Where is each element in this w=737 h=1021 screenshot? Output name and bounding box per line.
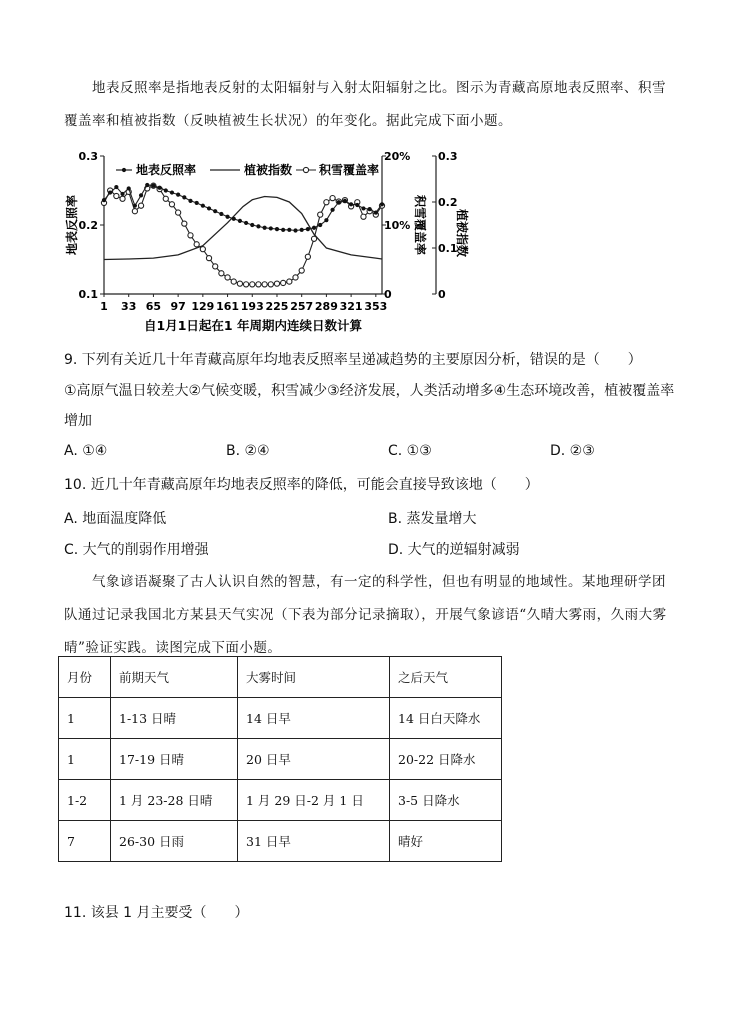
tick-label: 129 [191,300,215,313]
legend-albedo-label: 地表反照率 [136,163,197,177]
albedo-point [201,204,205,208]
table-cell: 1 [59,739,111,780]
snow-cover-point [213,264,218,269]
snow-cover-point [169,202,174,207]
albedo-point [213,209,217,213]
table-row [59,780,502,821]
albedo-point [176,193,180,197]
tick-label: 33 [121,300,137,313]
albedo-point [300,228,304,232]
tick-label: 10% [384,219,411,232]
albedo-point [127,186,131,190]
series-vegetation-index [104,197,382,260]
albedo-point [374,210,378,214]
snow-cover-point [114,193,119,198]
tick-label: 193 [240,300,264,313]
albedo-point [219,212,223,216]
vegetation-axis-label: 植被指数 [455,208,469,258]
table-cell: 1-13 日晴 [111,698,238,739]
tick-label: 0.3 [438,150,458,163]
albedo-point [207,206,211,210]
tick-label: 0 [438,288,446,301]
albedo-point [269,226,273,230]
table-row [59,739,502,780]
albedo-point [139,193,143,197]
snow-cover-point [138,203,143,208]
albedo-chart [64,148,469,338]
q10-option-d[interactable]: D. 大气的逆辐射减弱 [388,542,520,558]
snow-cover-point [132,209,137,214]
tick-label: 257 [290,300,314,313]
vegetation-index-line [104,197,382,260]
tick-label: 97 [170,300,186,313]
question-10-stem: 10. 近几十年青藏高原年均地表反照率的降低，可能会直接导致该地（ ） [64,477,539,493]
legend-albedo-marker [122,168,126,172]
question-9-statements: ①高原气温日较差大②气候变暖，积雪减少③经济发展，人类活动增多④生态环境改善，植被覆盖率增加 [64,383,675,429]
question-9-stem: 9. 下列有关近几十年青藏高原年均地表反照率呈递减趋势的主要原因分析，错误的是（ ） [64,352,642,368]
albedo-point [225,215,229,219]
albedo-point [312,226,316,230]
tick-label: 321 [339,300,363,313]
table-cell: 晴好 [390,821,502,862]
question-11-stem: 11. 该县 1 月主要受（ ） [64,905,249,921]
snow-cover-point [225,275,230,280]
left-axis-label: 地表反照率 [65,194,79,256]
albedo-point [232,217,236,221]
albedo-point [343,199,347,203]
q9-option-b[interactable]: B. ②④ [226,443,270,459]
albedo-point [368,207,372,211]
snow-cover-point [188,233,193,238]
legend-snow-marker [303,167,308,172]
left-axis-ticks [79,150,105,301]
snow-cover-point [268,282,273,287]
tick-label: 161 [216,300,240,313]
table-cell: 31 日早 [238,821,390,862]
table-cell: 17-19 日晴 [111,739,238,780]
albedo-point [380,202,384,206]
albedo-point [108,190,112,194]
tick-label: 1 [100,300,108,313]
tick-label: 0.1 [78,288,98,301]
albedo-point [195,201,199,205]
snow-cover-point [274,281,279,286]
snow-cover-point [200,247,205,252]
legend-vegetation-label: 植被指数 [244,163,293,177]
table-cell: 20-22 日降水 [390,739,502,780]
albedo-point [318,223,322,227]
albedo-point [114,185,118,189]
snow-cover-point [293,275,298,280]
albedo-point [133,204,137,208]
snow-cover-point [237,281,242,286]
table-header-cell: 大雾时间 [238,657,390,698]
snow-cover-point [231,279,236,284]
albedo-point [293,228,297,232]
table-cell: 1 [59,698,111,739]
albedo-point [355,203,359,207]
albedo-point [263,226,267,230]
series-snow-cover [101,183,384,287]
albedo-point [158,186,162,190]
snow-cover-point [361,214,366,219]
snow-cover-point [324,200,329,205]
tick-label: 20% [384,150,411,163]
legend-snow-label: 积雪覆盖率 [319,163,380,177]
q9-option-c[interactable]: C. ①③ [388,443,432,459]
tick-label: 0.3 [78,150,98,163]
snow-cover-point [305,254,310,259]
snow-cover-point [299,268,304,273]
table-cell: 14 日白天降水 [390,698,502,739]
table-header-cell: 前期天气 [111,657,238,698]
snow-cover-point [250,282,255,287]
snow-cover-point [206,256,211,261]
albedo-point [324,218,328,222]
albedo-point [281,228,285,232]
albedo-point [102,198,106,202]
snow-cover-point [120,196,125,201]
passage-weather-proverb: 气象谚语凝聚了古人认识自然的智慧，有一定的科学性，但也有明显的地域性。某地理研学团队通过记录我国北方某县天气实况（下表为部分记录摘取），开展气象谚语“久晴大雾雨，久雨大雾晴”验证实践。读图完成下面小题。 [64,574,667,656]
tick-label: 353 [364,300,388,313]
snow-cover-point [243,282,248,287]
snow-axis-label: 积雪覆盖率 [413,194,427,256]
table-cell: 14 日早 [238,698,390,739]
albedo-point [244,221,248,225]
albedo-point [287,228,291,232]
chart-legend [116,162,379,177]
snow-cover-point [194,242,199,247]
table-cell: 1 月 29 日-2 月 1 日 [238,780,390,821]
table-cell: 1 月 23-28 日晴 [111,780,238,821]
q10-option-c[interactable]: C. 大气的削弱作用增强 [64,542,209,558]
albedo-point [361,206,365,210]
table-row [59,698,502,739]
albedo-point [188,199,192,203]
tick-label: 0.1 [438,242,458,255]
tick-label: 0.2 [438,196,458,209]
weather-record-table [58,656,502,862]
table-header-cell: 之后天气 [390,657,502,698]
albedo-point [337,200,341,204]
albedo-point [306,227,310,231]
snow-cover-point [163,196,168,201]
albedo-point [164,188,168,192]
tick-label: 0.2 [78,219,98,232]
snow-cover-point [176,210,181,215]
table-row [59,821,502,862]
tick-label: 0 [384,288,392,301]
snow-cover-point [287,279,292,284]
albedo-point [120,192,124,196]
snow-cover-point [256,282,261,287]
albedo-point [182,195,186,199]
albedo-point [151,184,155,188]
albedo-point [349,202,353,206]
table-cell: 26-30 日雨 [111,821,238,862]
snow-cover-point [182,221,187,226]
albedo-point [256,224,260,228]
q9-option-a[interactable]: A. ①④ [64,443,108,459]
snow-cover-point [311,236,316,241]
series-albedo [102,183,384,233]
x-axis-ticks [100,294,387,313]
albedo-point [145,183,149,187]
albedo-point [170,190,174,194]
tick-label: 289 [314,300,338,313]
snow-cover-point [219,271,224,276]
tick-label: 225 [265,300,289,313]
snow-axis-ticks [382,150,410,301]
q10-option-b[interactable]: B. 蒸发量增大 [388,511,477,527]
table-cell: 3-5 日降水 [390,780,502,821]
passage-albedo: 地表反照率是指地表反射的太阳辐射与入射太阳辐射之比。图示为青藏高原地表反照率、积雪覆盖率和植被指数（反映植被生长状况）的年变化。据此完成下面小题。 [64,80,666,129]
tick-label: 65 [145,300,162,313]
snow-cover-point [330,195,335,200]
albedo-point [330,208,334,212]
table-cell: 20 日早 [238,739,390,780]
table-cell: 1-2 [59,780,111,821]
table-header-row [59,657,502,698]
table-header-cell: 月份 [59,657,111,698]
albedo-point [238,219,242,223]
snow-cover-point [318,212,323,217]
table-cell: 7 [59,821,111,862]
x-axis-label: 自1月1日起在1 年周期内连续日数计算 [144,318,362,333]
q9-option-d[interactable]: D. ②③ [550,443,595,459]
albedo-point [250,223,254,227]
q10-option-a[interactable]: A. 地面温度降低 [64,511,167,527]
albedo-point [275,227,279,231]
snow-cover-point [281,280,286,285]
snow-cover-point [262,282,267,287]
